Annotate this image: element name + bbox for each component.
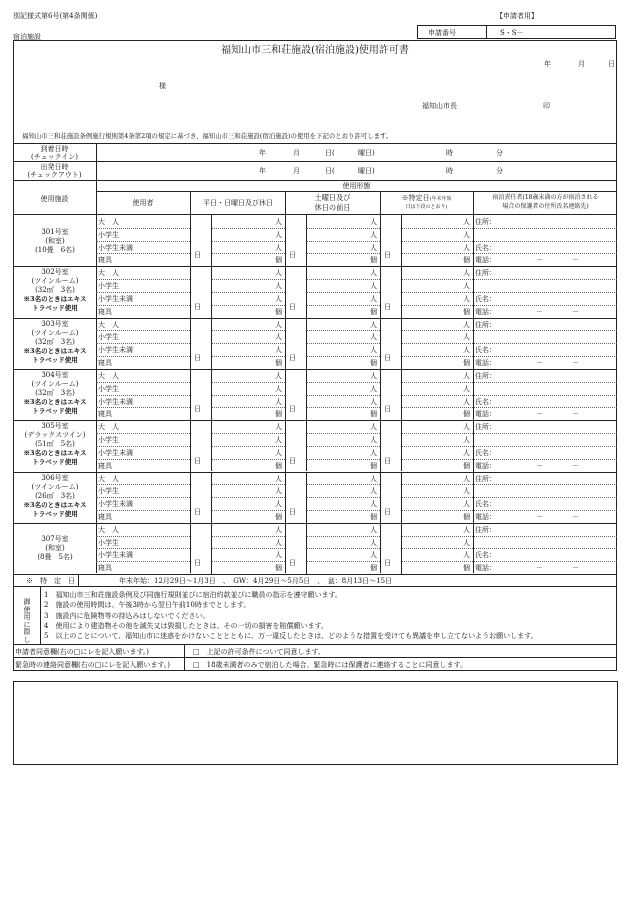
room-label-line: (32㎡ 3名) bbox=[35, 388, 75, 397]
room-note-line: トラベッド使用 bbox=[32, 304, 78, 313]
responsible-name-label: 氏名： bbox=[475, 294, 496, 303]
count-unit: 人 bbox=[275, 294, 282, 303]
count-unit: 人 bbox=[463, 371, 470, 380]
count-unit: 人 bbox=[275, 538, 282, 547]
room-label-line: 307号室 bbox=[41, 535, 69, 544]
room-5 bbox=[14, 474, 96, 519]
count-unit: 個 bbox=[370, 512, 377, 521]
user-row-label: 寝具 bbox=[98, 512, 112, 521]
consent-label: 申請者同意欄(右の□にレを記入願います。) bbox=[15, 648, 150, 656]
count-unit: 人 bbox=[463, 474, 470, 483]
day-unit: 日 bbox=[194, 405, 201, 414]
count-unit: 個 bbox=[463, 256, 470, 265]
phone-dash: － bbox=[536, 256, 543, 265]
count-unit: 人 bbox=[370, 423, 377, 432]
count-unit: 人 bbox=[275, 397, 282, 406]
room-1 bbox=[14, 268, 96, 313]
phone-dash: － bbox=[572, 256, 579, 265]
consent-checkbox[interactable]: □ 上記の許可条件について同意します。 bbox=[193, 648, 325, 656]
count-unit: 人 bbox=[275, 525, 282, 534]
count-unit: 個 bbox=[463, 410, 470, 419]
checkin-month: 月 bbox=[293, 149, 300, 157]
count-unit: 人 bbox=[370, 218, 377, 226]
seal-mark: 印 bbox=[543, 102, 550, 110]
phone-dash: － bbox=[572, 512, 579, 521]
count-unit: 個 bbox=[370, 307, 377, 316]
responsible-phone-label: 電話： bbox=[475, 461, 496, 470]
user-row-label: 寝具 bbox=[98, 461, 112, 470]
count-unit: 人 bbox=[275, 423, 282, 432]
room-4 bbox=[14, 422, 96, 467]
date-month: 月 bbox=[578, 60, 585, 68]
permission-text: 福知山市三和荘施設条例施行規則第4条第2項の規定に基づき、福知山市三和荘施設(宿泊施設)の使用を下記のとおり許可します。 bbox=[22, 132, 393, 140]
applicant-use-label: 【申請者用】 bbox=[496, 12, 538, 20]
count-unit: 人 bbox=[463, 423, 470, 432]
count-unit: 人 bbox=[463, 487, 470, 496]
count-unit: 個 bbox=[463, 512, 470, 521]
room-label-line: (和室) bbox=[45, 544, 65, 553]
count-unit: 人 bbox=[370, 500, 377, 509]
user-row-label: 小学生 bbox=[98, 487, 119, 496]
notes-label-char: 御 bbox=[23, 598, 31, 606]
checkout-day: 日( bbox=[325, 167, 335, 175]
application-number-value[interactable]: S・S－ bbox=[500, 29, 524, 37]
user-row-label: 大 人 bbox=[98, 320, 119, 329]
count-unit: 人 bbox=[370, 397, 377, 406]
special-dates-label: ※ 特 定 日 bbox=[26, 577, 75, 585]
count-unit: 人 bbox=[463, 500, 470, 509]
count-unit: 人 bbox=[463, 551, 470, 560]
day-unit: 日 bbox=[194, 507, 201, 516]
special-col-header-2: 日は下段のとおり) bbox=[405, 204, 448, 210]
phone-dash: － bbox=[536, 307, 543, 316]
room-note-line: トラベッド使用 bbox=[32, 458, 78, 467]
notes-label-char: 使 bbox=[23, 605, 31, 614]
mayor-label: 福知山市長 bbox=[422, 102, 457, 110]
count-unit: 人 bbox=[463, 230, 470, 239]
day-unit: 日 bbox=[384, 302, 391, 311]
count-unit: 人 bbox=[275, 230, 282, 239]
room-label-line: (10畳 6名) bbox=[35, 245, 75, 254]
day-unit: 日 bbox=[384, 559, 391, 568]
count-unit: 人 bbox=[275, 551, 282, 560]
count-unit: 人 bbox=[370, 230, 377, 239]
checkin-year: 年 bbox=[259, 149, 266, 157]
room-note-line: トラベッド使用 bbox=[32, 355, 78, 364]
count-unit: 人 bbox=[275, 371, 282, 380]
room-label-line: 302号室 bbox=[41, 268, 69, 277]
day-unit: 日 bbox=[289, 353, 296, 362]
room-label-line: (8畳 5名) bbox=[37, 553, 73, 562]
count-unit: 人 bbox=[370, 487, 377, 496]
user-row-label: 小学生 bbox=[98, 538, 119, 547]
count-unit: 人 bbox=[275, 474, 282, 483]
room-note-line: ※3名のときはエキス bbox=[23, 449, 87, 458]
special-dates-text: 年末年始：12月29日～1月3日 、 GW：4月29日～5月5日 、 盆：8月13日～15日 bbox=[119, 577, 393, 585]
phone-dash: － bbox=[572, 564, 579, 573]
phone-dash: － bbox=[536, 359, 543, 367]
day-unit: 日 bbox=[194, 559, 201, 568]
count-unit: 人 bbox=[463, 538, 470, 547]
user-row-label: 寝具 bbox=[98, 256, 112, 265]
user-row-label: 大 人 bbox=[98, 371, 119, 380]
count-unit: 個 bbox=[463, 461, 470, 470]
phone-dash: － bbox=[536, 564, 543, 573]
special-col-header-1: ※特定日(年末年始 bbox=[401, 194, 452, 202]
day-unit: 日 bbox=[289, 559, 296, 568]
user-row-label: 小学生 bbox=[98, 230, 119, 239]
count-unit: 個 bbox=[463, 564, 470, 573]
room-note-line: ※3名のときはエキス bbox=[23, 346, 87, 355]
room-label-line: (32㎡ 3名) bbox=[35, 286, 75, 295]
count-unit: 個 bbox=[275, 410, 282, 419]
count-unit: 人 bbox=[275, 500, 282, 509]
responsible-address-label: 住所： bbox=[475, 525, 496, 534]
checkin-sub: (チェックイン) bbox=[31, 153, 78, 161]
responsible-name-label: 氏名： bbox=[475, 243, 496, 252]
room-label-line: 303号室 bbox=[41, 319, 69, 328]
count-unit: 人 bbox=[370, 269, 377, 278]
room-label-line: (ツインルーム) bbox=[31, 379, 79, 388]
count-unit: 人 bbox=[275, 243, 282, 252]
notes-label-char: に bbox=[23, 620, 31, 629]
checkout-minute: 分 bbox=[496, 167, 503, 175]
user-row-label: 小学生 bbox=[98, 333, 119, 342]
day-unit: 日 bbox=[289, 507, 296, 516]
responsible-address-label: 住所： bbox=[475, 218, 496, 226]
count-unit: 個 bbox=[463, 359, 470, 367]
user-row-label: 寝具 bbox=[98, 307, 112, 316]
room-label-line: 305号室 bbox=[41, 422, 69, 431]
count-unit: 人 bbox=[275, 448, 282, 457]
day-unit: 日 bbox=[384, 251, 391, 260]
day-unit: 日 bbox=[384, 405, 391, 414]
checkin-hour: 時 bbox=[446, 149, 453, 157]
phone-dash: － bbox=[536, 410, 543, 419]
emergency-consent-checkbox[interactable]: □ 18歳未満者のみで宿泊した場合、緊急時には保護者に連絡することに同意します。 bbox=[193, 661, 467, 669]
usage-note: 2 施設の使用時間は、午後3時から翌日午前10時までとします。 bbox=[44, 601, 251, 610]
count-unit: 人 bbox=[463, 397, 470, 406]
count-unit: 人 bbox=[275, 218, 282, 226]
room-label-line: 301号室 bbox=[41, 227, 69, 236]
room-label-line: (ツインルーム) bbox=[31, 328, 79, 337]
count-unit: 人 bbox=[275, 269, 282, 278]
form-number: 別記様式第6号(第4条関係) bbox=[13, 12, 98, 20]
responsible-name-label: 氏名： bbox=[475, 500, 496, 509]
day-unit: 日 bbox=[194, 302, 201, 311]
phone-dash: － bbox=[536, 461, 543, 470]
emergency-consent-label: 緊急時の連絡同意欄(右の□にレを記入願います。) bbox=[15, 661, 171, 669]
room-note-line: ※3名のときはエキス bbox=[23, 500, 87, 509]
count-unit: 個 bbox=[370, 461, 377, 470]
responsible-address-label: 住所： bbox=[475, 423, 496, 432]
responsible-phone-label: 電話： bbox=[475, 410, 496, 419]
count-unit: 人 bbox=[370, 525, 377, 534]
checkout-month: 月 bbox=[293, 167, 300, 175]
user-row-label: 小学生 bbox=[98, 384, 119, 393]
count-unit: 人 bbox=[463, 282, 470, 291]
facility-header: 使用施設 bbox=[40, 195, 69, 203]
user-row-label: 小学生未満 bbox=[98, 500, 133, 509]
room-note-line: トラベッド使用 bbox=[32, 509, 78, 518]
responsible-name-label: 氏名： bbox=[475, 551, 496, 560]
checkin-label: 到着日時 bbox=[40, 145, 69, 153]
checkout-sub: (チェックアウト) bbox=[27, 171, 82, 179]
responsible-col-header-2: 場合の保護者の住所氏名連絡先) bbox=[502, 203, 589, 210]
day-unit: 日 bbox=[194, 353, 201, 362]
addressee-sama: 様 bbox=[159, 82, 166, 90]
user-row-label: 大 人 bbox=[98, 474, 119, 483]
responsible-phone-label: 電話： bbox=[475, 512, 496, 521]
count-unit: 人 bbox=[370, 333, 377, 342]
count-unit: 人 bbox=[463, 269, 470, 278]
room-label-line: (和室) bbox=[45, 236, 65, 245]
count-unit: 人 bbox=[463, 436, 470, 444]
room-label-line: (32㎡ 3名) bbox=[35, 337, 75, 346]
remarks-box[interactable] bbox=[13, 681, 618, 765]
room-note-line: トラベッド使用 bbox=[32, 406, 78, 415]
date-year: 年 bbox=[544, 60, 551, 68]
notes-label-char: 際 bbox=[23, 628, 31, 636]
room-label-line: (26㎡ 3名) bbox=[35, 491, 75, 500]
count-unit: 人 bbox=[463, 333, 470, 342]
checkin-minute: 分 bbox=[496, 149, 503, 157]
phone-dash: － bbox=[572, 410, 579, 419]
checkin-day: 日( bbox=[325, 149, 335, 157]
responsible-name-label: 氏名： bbox=[475, 346, 496, 355]
usage-note: 1 福知山市三和荘施設条例及び同施行規則並びに宿泊約款並びに職員の指示を遵守願います。 bbox=[44, 591, 342, 599]
usage-form-header: 使用形態 bbox=[342, 182, 371, 190]
day-unit: 日 bbox=[384, 353, 391, 362]
checkin-weekday: 曜日) bbox=[358, 149, 375, 157]
count-unit: 人 bbox=[463, 320, 470, 329]
user-row-label: 寝具 bbox=[98, 564, 112, 573]
phone-dash: － bbox=[572, 307, 579, 316]
user-row-label: 大 人 bbox=[98, 218, 119, 226]
responsible-name-label: 氏名： bbox=[475, 448, 496, 457]
room-3 bbox=[14, 371, 96, 416]
count-unit: 個 bbox=[370, 359, 377, 367]
phone-dash: － bbox=[572, 461, 579, 470]
count-unit: 個 bbox=[275, 564, 282, 573]
count-unit: 人 bbox=[370, 320, 377, 329]
responsible-phone-label: 電話： bbox=[475, 307, 496, 316]
responsible-address-label: 住所： bbox=[475, 320, 496, 329]
room-0 bbox=[14, 228, 96, 255]
responsible-col-header-1: 宿泊責任者(18歳未満の方が宿泊される bbox=[492, 194, 599, 201]
application-number-label: 申請番号 bbox=[428, 29, 456, 37]
count-unit: 人 bbox=[463, 384, 470, 393]
user-row-label: 小学生未満 bbox=[98, 346, 133, 355]
count-unit: 個 bbox=[370, 564, 377, 573]
count-unit: 個 bbox=[275, 359, 282, 367]
count-unit: 個 bbox=[463, 307, 470, 316]
day-unit: 日 bbox=[289, 302, 296, 311]
count-unit: 人 bbox=[370, 243, 377, 252]
count-unit: 人 bbox=[275, 436, 282, 444]
checkout-label: 出発日時 bbox=[40, 163, 69, 171]
room-label-line: (51㎡ 5名) bbox=[35, 440, 75, 449]
notes-label-char: 用 bbox=[23, 613, 31, 621]
user-col-header: 使用者 bbox=[132, 199, 154, 207]
checkout-year: 年 bbox=[259, 167, 266, 175]
phone-dash: － bbox=[572, 359, 579, 367]
saturday-col-header-1: 土曜日及び bbox=[314, 193, 351, 202]
count-unit: 人 bbox=[275, 320, 282, 329]
room-label-line: (ツインルーム) bbox=[31, 482, 79, 491]
count-unit: 個 bbox=[370, 256, 377, 265]
day-unit: 日 bbox=[194, 456, 201, 465]
date-day: 日 bbox=[608, 60, 615, 68]
day-unit: 日 bbox=[289, 251, 296, 260]
count-unit: 人 bbox=[275, 282, 282, 291]
day-unit: 日 bbox=[384, 456, 391, 465]
count-unit: 人 bbox=[275, 346, 282, 355]
day-unit: 日 bbox=[194, 251, 201, 260]
user-row-label: 小学生未満 bbox=[98, 551, 133, 560]
day-unit: 日 bbox=[384, 507, 391, 516]
user-row-label: 小学生未満 bbox=[98, 448, 133, 457]
count-unit: 人 bbox=[370, 282, 377, 291]
category-label: 宿泊施設 bbox=[13, 33, 41, 41]
count-unit: 人 bbox=[463, 448, 470, 457]
responsible-name-label: 氏名： bbox=[475, 397, 496, 406]
user-row-label: 大 人 bbox=[98, 423, 119, 432]
count-unit: 個 bbox=[275, 461, 282, 470]
count-unit: 人 bbox=[463, 525, 470, 534]
room-note-line: ※3名のときはエキス bbox=[23, 295, 87, 304]
count-unit: 人 bbox=[370, 436, 377, 444]
count-unit: 個 bbox=[275, 307, 282, 316]
permit-title: 福知山市三和荘施設(宿泊施設)使用許可書 bbox=[221, 45, 409, 56]
user-row-label: 寝具 bbox=[98, 359, 112, 367]
responsible-phone-label: 電話： bbox=[475, 564, 496, 573]
count-unit: 人 bbox=[370, 346, 377, 355]
count-unit: 人 bbox=[275, 384, 282, 393]
saturday-col-header-2: 休日の前日 bbox=[314, 203, 351, 212]
count-unit: 人 bbox=[463, 243, 470, 252]
count-unit: 人 bbox=[463, 294, 470, 303]
user-row-label: 小学生未満 bbox=[98, 294, 133, 303]
count-unit: 人 bbox=[275, 333, 282, 342]
responsible-address-label: 住所： bbox=[475, 269, 496, 278]
user-row-label: 大 人 bbox=[98, 269, 119, 278]
responsible-phone-label: 電話： bbox=[475, 256, 496, 265]
weekday-col-header: 平日・日曜日及び休日 bbox=[203, 199, 273, 207]
phone-dash: － bbox=[536, 512, 543, 521]
count-unit: 人 bbox=[463, 218, 470, 226]
user-row-label: 小学生未満 bbox=[98, 243, 133, 252]
room-label-line: (ツインルーム) bbox=[31, 277, 79, 286]
count-unit: 個 bbox=[370, 410, 377, 419]
day-unit: 日 bbox=[289, 405, 296, 414]
count-unit: 人 bbox=[370, 538, 377, 547]
notes-label-char: し bbox=[23, 635, 31, 644]
day-unit: 日 bbox=[289, 456, 296, 465]
count-unit: 人 bbox=[370, 448, 377, 457]
user-row-label: 寝具 bbox=[98, 410, 112, 419]
user-row-label: 大 人 bbox=[98, 525, 119, 534]
usage-note: 3 施設内に危険物等の持込みはしないでください。 bbox=[44, 611, 210, 620]
count-unit: 個 bbox=[275, 256, 282, 265]
responsible-phone-label: 電話： bbox=[475, 359, 496, 367]
responsible-address-label: 住所： bbox=[475, 474, 496, 483]
checkout-hour: 時 bbox=[446, 167, 453, 175]
count-unit: 人 bbox=[370, 384, 377, 393]
count-unit: 人 bbox=[463, 346, 470, 355]
room-2 bbox=[14, 320, 96, 365]
room-6 bbox=[14, 535, 96, 562]
count-unit: 人 bbox=[370, 294, 377, 303]
count-unit: 個 bbox=[275, 512, 282, 521]
responsible-address-label: 住所： bbox=[475, 371, 496, 380]
checkout-weekday: 曜日) bbox=[358, 167, 375, 175]
usage-note: 4 使用により建造物その他を滅失又は毀損したときは、その一切の損害を賠償願います。 bbox=[44, 621, 328, 630]
count-unit: 人 bbox=[370, 474, 377, 483]
user-row-label: 小学生未満 bbox=[98, 397, 133, 406]
room-label-line: 306号室 bbox=[41, 473, 69, 482]
room-note-line: ※3名のときはエキス bbox=[23, 397, 87, 406]
count-unit: 人 bbox=[370, 551, 377, 560]
usage-note: 5 以上のことについて、福知山市に迷惑をかけないこととともに、万一違反したときは、どのような措置を受けても異議を申し立てないようお願いします。 bbox=[44, 632, 538, 641]
room-label-line: (デラックスツイン) bbox=[24, 431, 86, 440]
count-unit: 人 bbox=[370, 371, 377, 380]
user-row-label: 小学生 bbox=[98, 436, 119, 444]
user-row-label: 小学生 bbox=[98, 282, 119, 291]
count-unit: 人 bbox=[275, 487, 282, 496]
room-label-line: 304号室 bbox=[41, 370, 69, 379]
